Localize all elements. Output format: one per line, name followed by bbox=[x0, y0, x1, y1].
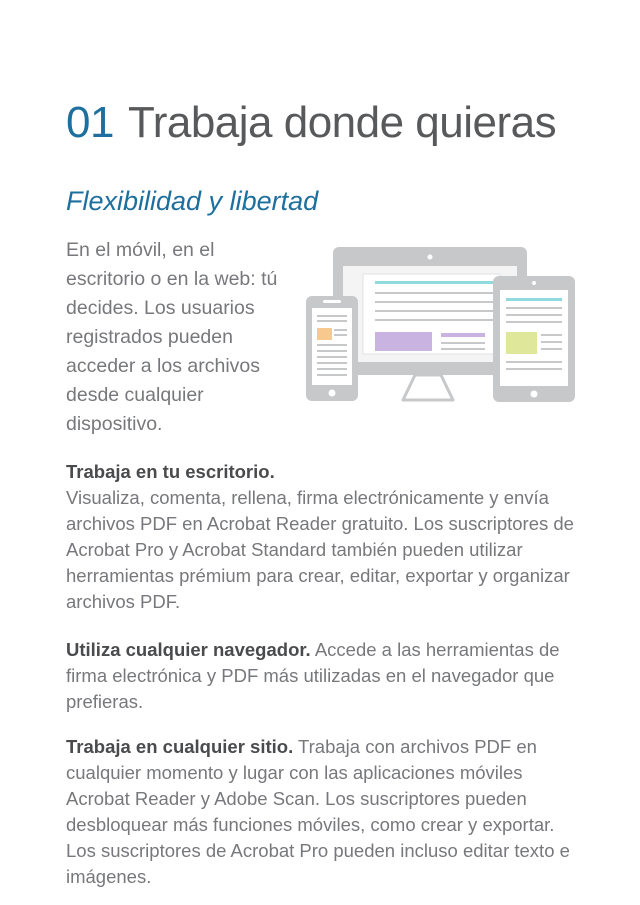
paragraph-text: Trabaja con archivos PDF en cualquier momento y lugar con las aplicaciones móviles Acrobat Reader y Adobe Scan. Los suscriptores pueden desbloquear más funciones móviles, como crear y exportar. Los suscriptores de Acrobat Pro pueden incluso editar texto e imágenes. bbox=[66, 736, 570, 887]
section-subtitle: Flexibilidad y libertad bbox=[66, 186, 319, 216]
paragraph-lead: Trabaja en cualquier sitio. bbox=[66, 736, 294, 757]
section-number: 01 bbox=[66, 98, 114, 147]
paragraph-lead: Trabaja en tu escritorio. bbox=[66, 461, 275, 482]
paragraph-browser bbox=[66, 637, 586, 715]
paragraph-lead: Utiliza cualquier navegador. bbox=[66, 639, 311, 660]
paragraph-desktop bbox=[66, 459, 586, 615]
paragraph-text: Visualiza, comenta, rellena, firma electrónicamente y envía archivos PDF en Acrobat Reader gratuito. Los suscriptores de Acrobat Pro y Acrobat Standard también pueden utilizar herramientas prémium para crear, editar, exportar y organizar archivos PDF. bbox=[66, 487, 574, 612]
paragraph-text: Accede a las herramientas de firma electrónica y PDF más utilizadas en el navegador que prefieras. bbox=[66, 639, 560, 712]
devices-illustration bbox=[303, 244, 579, 406]
phone-icon bbox=[306, 296, 358, 401]
intro-paragraph: En el móvil, en el escritorio o en la web: tú decides. Los usuarios registrados pueden acceder a los archivos desde cualquier dispositivo. bbox=[66, 239, 278, 435]
tablet-icon bbox=[493, 276, 575, 402]
section-title: Trabaja donde quieras bbox=[127, 98, 557, 147]
section-heading bbox=[66, 98, 556, 148]
paragraph-anywhere bbox=[66, 734, 586, 890]
